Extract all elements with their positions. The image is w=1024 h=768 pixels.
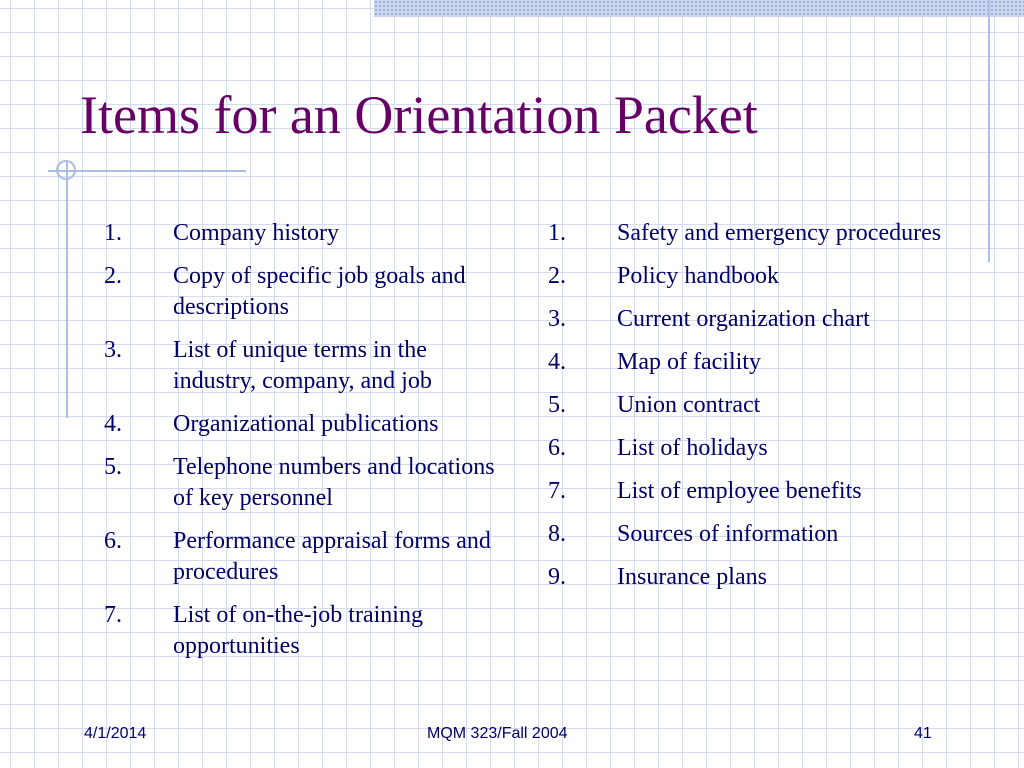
item-text: Copy of specific job goals and descriptions <box>173 263 466 320</box>
list-item <box>548 390 968 421</box>
slide-title: Items for an Orientation Packet <box>80 85 758 145</box>
decorative-title-underline <box>48 170 246 172</box>
decorative-circle-icon <box>56 160 76 180</box>
list-item <box>548 562 968 593</box>
item-text: List of employee benefits <box>617 478 862 504</box>
right-item-list <box>548 218 968 605</box>
decorative-top-band <box>374 0 1024 17</box>
item-text: List of unique terms in the industry, company, and job <box>173 337 432 394</box>
item-number: 1. <box>104 220 122 246</box>
footer-course-label: MQM 323/Fall 2004 <box>427 725 568 742</box>
item-text: Union contract <box>617 392 761 418</box>
item-text: Policy handbook <box>617 263 779 289</box>
list-item <box>548 476 968 507</box>
list-item <box>548 261 968 292</box>
decorative-vertical-line-left <box>66 160 68 418</box>
item-number: 2. <box>104 263 122 289</box>
footer-page-number: 41 <box>914 725 932 742</box>
item-number: 5. <box>104 454 122 480</box>
list-item <box>104 409 514 440</box>
left-item-list <box>104 218 514 674</box>
list-item <box>104 335 514 397</box>
item-text: List of holidays <box>617 435 768 461</box>
list-item <box>104 218 514 249</box>
item-text: List of on-the-job training opportunities <box>173 602 423 659</box>
item-text: Sources of information <box>617 521 839 547</box>
list-item <box>548 218 968 249</box>
list-item <box>548 519 968 550</box>
list-item <box>104 600 514 662</box>
item-text: Map of facility <box>617 349 761 375</box>
decorative-vertical-line-right <box>988 0 990 262</box>
item-number: 6. <box>548 435 566 461</box>
item-text: Current organization chart <box>617 306 870 332</box>
item-number: 4. <box>548 349 566 375</box>
list-item <box>548 347 968 378</box>
item-number: 3. <box>104 337 122 363</box>
item-number: 2. <box>548 263 566 289</box>
item-text: Organizational publications <box>173 411 439 437</box>
item-number: 5. <box>548 392 566 418</box>
list-item <box>104 452 514 514</box>
item-number: 3. <box>548 306 566 332</box>
item-text: Performance appraisal forms and procedures <box>173 528 491 585</box>
item-number: 6. <box>104 528 122 554</box>
list-item <box>104 526 514 588</box>
item-text: Company history <box>173 220 339 246</box>
list-item <box>104 261 514 323</box>
item-number: 7. <box>104 602 122 628</box>
footer-date: 4/1/2014 <box>84 725 147 742</box>
item-text: Safety and emergency procedures <box>617 220 942 246</box>
item-text: Insurance plans <box>617 564 767 590</box>
item-number: 4. <box>104 411 122 437</box>
item-number: 8. <box>548 521 566 547</box>
item-number: 9. <box>548 564 566 590</box>
item-text: Telephone numbers and locations of key personnel <box>173 454 495 511</box>
item-number: 7. <box>548 478 566 504</box>
item-number: 1. <box>548 220 566 246</box>
list-item <box>548 433 968 464</box>
list-item <box>548 304 968 335</box>
